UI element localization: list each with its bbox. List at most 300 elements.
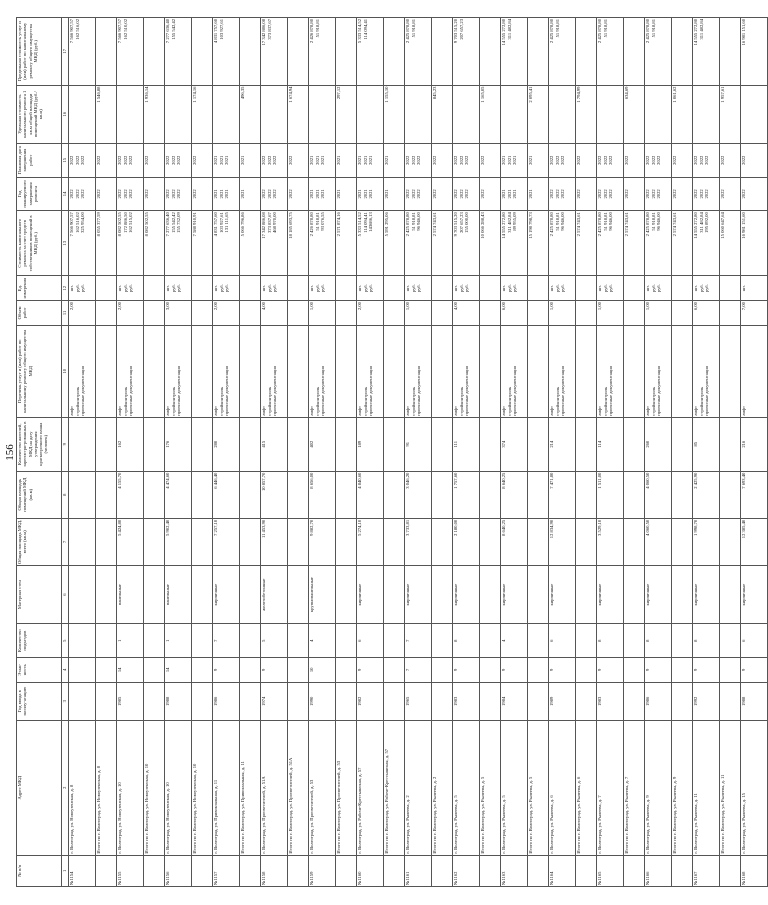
unit-cell — [240, 276, 261, 301]
date-planned-cell-line: 2021 — [362, 155, 368, 165]
premises-area-cell — [336, 471, 357, 518]
premises-area-cell: 6 446,40 — [213, 471, 240, 518]
floors-cell — [288, 658, 309, 683]
limit-cost-cell — [693, 18, 720, 86]
year-planned-cell-line: 2022 — [165, 189, 170, 199]
limit-cost-cell — [69, 18, 96, 86]
address-cell: г. Волгоград, ул. Рылеева, д. 5 — [501, 720, 528, 855]
total-row — [240, 18, 261, 887]
wall-material-cell — [336, 565, 357, 623]
unit-cell-line: руб. — [122, 284, 128, 293]
year-planned-cell — [549, 177, 576, 211]
wall-material-cell — [144, 565, 165, 623]
unit-cell-line: шт. — [597, 285, 602, 292]
residents-cell — [576, 417, 597, 471]
year-planned-cell — [384, 177, 405, 211]
column-header: Ед. измерения — [17, 276, 62, 301]
premises-area-cell — [528, 471, 549, 518]
works-cell-line: лифт — [309, 406, 314, 416]
column-number: 12 — [62, 276, 69, 301]
date-planned-cell-line: 2021 — [309, 155, 314, 165]
column-header: Количество жителей, зарегистри-рованных в МКД на дату утверждения краткосрочного плана (человек) — [17, 417, 62, 471]
limit-cost-cell — [741, 18, 768, 86]
limit-cost-cell-line: 311 482,84 — [506, 19, 512, 40]
cost-cell — [741, 211, 768, 276]
unit-cell-line: шт. — [357, 285, 362, 292]
works-cell-line: проектные документация — [560, 366, 565, 416]
works-cell-line: стройконтроль — [74, 386, 80, 416]
date-planned-cell-line: 2021 — [314, 155, 320, 165]
date-planned-cell-line: 2021 — [528, 155, 533, 165]
cost-cell-line: 2 571 874,16 — [336, 212, 341, 237]
date-planned-cell-line: 2022 — [458, 155, 464, 165]
cost-cell — [336, 211, 357, 276]
column-number: 13 — [62, 211, 69, 276]
cost-cell-line: 373 837,67 — [266, 212, 272, 233]
cost-cell-line: 16 981 151,60 — [741, 212, 746, 239]
year-cell — [432, 682, 453, 720]
works-cell-line: проектные документация — [80, 366, 85, 416]
year-planned-cell-line: 2022 — [602, 189, 608, 199]
works-cell-line: стройконтроль — [458, 386, 464, 416]
year-planned-cell-line: 2021 — [320, 189, 325, 199]
limit-cost-cell — [501, 18, 528, 86]
year-planned-cell-line: 2022 — [704, 189, 709, 199]
row-number: №1164 — [549, 855, 576, 886]
residents-cell: 374 — [501, 417, 528, 471]
year-planned-cell-line: 2022 — [720, 189, 725, 199]
column-header: Количество подъездов — [17, 624, 62, 658]
date-planned-cell-line: 2022 — [741, 155, 746, 165]
works-cell — [549, 325, 576, 417]
entrances-cell — [240, 624, 261, 658]
volume-cell: 2,00 — [117, 301, 144, 326]
date-planned-cell-line: 2022 — [549, 155, 554, 165]
limit-cost-cell — [672, 18, 693, 86]
address-cell: Итого по г. Волгоград, ул. Привокзальная, д. 11 — [240, 720, 261, 855]
volume-cell — [672, 301, 693, 326]
works-cell — [672, 325, 693, 417]
year-cell — [672, 682, 693, 720]
cost-cell-line: 5 591 295,06 — [384, 212, 389, 237]
specific-cost-cell — [405, 85, 432, 143]
limit-cost-cell-line: 114 094,41 — [362, 19, 368, 40]
cost-cell-line: 96 946,00 — [416, 212, 421, 231]
total-row — [432, 18, 453, 887]
works-cell-line: проектные документация — [656, 366, 661, 416]
cost-cell-line: 17 342 886,08 — [261, 212, 266, 239]
year-cell: 1984 — [501, 682, 528, 720]
wall-material-cell: кирпичные — [405, 565, 432, 623]
total-area-cell: 5 424,80 — [117, 518, 144, 565]
cost-cell-line: 96 946,00 — [608, 212, 613, 231]
column-header: Год ввода в эксплу-атацию — [17, 682, 62, 720]
works-cell-line: проектные документация — [128, 366, 133, 416]
date-planned-cell — [336, 143, 357, 177]
table-row — [597, 18, 624, 887]
volume-cell: 2,00 — [213, 301, 240, 326]
entrances-cell — [69, 624, 96, 658]
works-cell-line: лифт — [693, 406, 698, 416]
address-cell: Итого по г. Волгоград, ул. Рылеева, д. 5 — [480, 720, 501, 855]
limit-cost-cell — [432, 18, 453, 86]
specific-cost-cell: 1 174,16 — [192, 85, 213, 143]
year-cell: 1965 — [405, 682, 432, 720]
date-planned-cell — [144, 143, 165, 177]
date-planned-cell — [480, 143, 501, 177]
works-cell — [357, 325, 384, 417]
premises-area-cell — [576, 471, 597, 518]
residents-cell — [240, 417, 261, 471]
wall-material-cell — [624, 565, 645, 623]
year-cell — [192, 682, 213, 720]
cost-cell — [549, 211, 576, 276]
unit-cell-line: руб. — [272, 284, 277, 293]
unit-cell — [576, 276, 597, 301]
cost-cell-line: 162 515,02 — [128, 212, 133, 233]
wall-material-cell — [192, 565, 213, 623]
residents-cell: 85 — [693, 417, 720, 471]
works-cell-line: стройконтроль — [698, 386, 704, 416]
works-cell — [501, 325, 528, 417]
floors-cell — [384, 658, 405, 683]
total-area-cell: 3 529,10 — [597, 518, 624, 565]
limit-cost-cell-line: 51 918,81 — [554, 19, 560, 38]
date-planned-cell-line: 2022 — [645, 155, 650, 165]
limit-cost-cell-line: 7 566 907,57 — [69, 19, 74, 44]
limit-cost-cell-line: 103 927,61 — [218, 19, 224, 40]
residents-cell: 415 — [261, 417, 288, 471]
column-header: Плановая дата завершения работ — [17, 143, 62, 177]
row-number: №1165 — [597, 855, 624, 886]
repair-plan-table — [16, 17, 768, 887]
cost-cell-line: 2 426 878,80 — [309, 212, 314, 237]
year-planned-cell-line: 2022 — [458, 189, 464, 199]
wall-material-cell — [720, 565, 741, 623]
row-number: №1160 — [357, 855, 384, 886]
column-number-row — [62, 18, 69, 887]
date-planned-cell-line: 2022 — [165, 155, 170, 165]
floors-cell — [240, 658, 261, 683]
year-planned-cell — [576, 177, 597, 211]
cost-cell-line: 155 000,00 — [464, 212, 469, 233]
date-planned-cell-line: 2022 — [720, 155, 725, 165]
residents-cell — [672, 417, 693, 471]
entrances-cell — [624, 624, 645, 658]
cost-cell — [576, 211, 597, 276]
address-cell: Итого по г. Волгоград, ул. Рылеева, д. 6 — [576, 720, 597, 855]
year-planned-cell-line: 2022 — [656, 189, 661, 199]
works-cell-line: лифт — [501, 406, 506, 416]
column-header: Объем работ — [17, 301, 62, 326]
unit-cell-line: шт. — [165, 285, 170, 292]
year-planned-cell-line: 2021 — [213, 189, 218, 199]
entrances-cell: 5 — [261, 624, 288, 658]
works-cell-line: проектные документация — [272, 366, 277, 416]
column-header: Общая площадь помещений МКД (кв.м) — [17, 471, 62, 518]
year-planned-cell-line: 2022 — [170, 189, 176, 199]
total-area-cell: 12 834,90 — [549, 518, 576, 565]
entrances-cell: 6 — [357, 624, 384, 658]
floors-cell: 10 — [309, 658, 336, 683]
volume-cell — [528, 301, 549, 326]
cost-cell — [432, 211, 453, 276]
total-row — [336, 18, 357, 887]
total-area-cell — [624, 518, 645, 565]
residents-cell — [288, 417, 309, 471]
entrances-cell — [480, 624, 501, 658]
entrances-cell: 8 — [645, 624, 672, 658]
date-planned-cell — [192, 143, 213, 177]
year-planned-cell-line: 2022 — [597, 189, 602, 199]
date-planned-cell — [309, 143, 336, 177]
works-cell-line: стройконтроль — [170, 386, 176, 416]
floors-cell — [336, 658, 357, 683]
limit-cost-cell — [405, 18, 432, 86]
date-planned-cell-line: 2022 — [410, 155, 416, 165]
date-planned-cell — [384, 143, 405, 177]
total-row — [624, 18, 645, 887]
address-cell: Итого по г. Волгоград, ул. Рылеева, д. 5 — [528, 720, 549, 855]
residents-cell — [384, 417, 405, 471]
unit-cell — [549, 276, 576, 301]
total-area-cell — [576, 518, 597, 565]
cost-cell — [624, 211, 645, 276]
cost-cell-line: 311 482,84 — [698, 212, 704, 233]
column-number: 9 — [62, 417, 69, 471]
premises-area-cell — [384, 471, 405, 518]
cost-cell-line: 155 542,42 — [170, 212, 176, 233]
works-cell-line: проектные документация — [704, 366, 709, 416]
floors-cell: 14 — [165, 658, 192, 683]
date-planned-cell-line: 2022 — [80, 155, 85, 165]
year-cell: 1983 — [453, 682, 480, 720]
date-planned-cell-line: 2022 — [672, 155, 677, 165]
date-planned-cell-line: 2022 — [464, 155, 469, 165]
year-cell — [96, 682, 117, 720]
unit-cell-line: руб. — [368, 284, 373, 293]
unit-cell-line: руб. — [608, 284, 613, 293]
specific-cost-cell — [645, 85, 672, 143]
premises-area-cell — [69, 471, 96, 518]
residents-cell — [96, 417, 117, 471]
column-number: 15 — [62, 143, 69, 177]
limit-cost-cell — [336, 18, 357, 86]
works-cell-line: лифт — [261, 406, 266, 416]
table-row — [213, 18, 240, 887]
total-area-cell: 5 902,40 — [165, 518, 192, 565]
year-planned-cell-line: 2021 — [362, 189, 368, 199]
cost-cell-line: 162 516,02 — [74, 212, 80, 233]
year-planned-cell-line: 2021 — [501, 189, 506, 199]
specific-cost-cell — [597, 85, 624, 143]
volume-cell — [288, 301, 309, 326]
column-number: 3 — [62, 682, 69, 720]
year-planned-cell — [528, 177, 549, 211]
total-row — [144, 18, 165, 887]
total-area-cell — [240, 518, 261, 565]
year-planned-cell-line: 2022 — [741, 189, 746, 199]
wall-material-cell: кирпичные — [549, 565, 576, 623]
total-area-cell — [336, 518, 357, 565]
works-cell — [240, 325, 261, 417]
total-row — [672, 18, 693, 887]
works-cell — [432, 325, 453, 417]
total-area-cell — [192, 518, 213, 565]
address-cell: г. Волгоград, ул. Просветителей, д. 53 — [309, 720, 336, 855]
premises-area-cell — [624, 471, 645, 518]
column-number: 11 — [62, 301, 69, 326]
date-planned-cell-line: 2021 — [320, 155, 325, 165]
volume-cell: 1,00 — [309, 301, 336, 326]
works-cell — [624, 325, 645, 417]
premises-area-cell: 7 471,80 — [549, 471, 576, 518]
works-cell — [288, 325, 309, 417]
date-planned-cell-line: 2021 — [213, 155, 218, 165]
row-number — [720, 855, 741, 886]
date-planned-cell-line: 2022 — [74, 155, 80, 165]
unit-cell — [405, 276, 432, 301]
limit-cost-cell — [117, 18, 144, 86]
unit-cell — [165, 276, 192, 301]
entrances-cell: 8 — [693, 624, 720, 658]
specific-cost-cell: 1 794,99 — [576, 85, 597, 143]
cost-cell-line: 9 703 515,20 — [453, 212, 458, 237]
unit-cell — [69, 276, 96, 301]
premises-area-cell: 4 474,60 — [165, 471, 192, 518]
cost-cell — [720, 211, 741, 276]
total-area-cell: 4 060,50 — [645, 518, 672, 565]
unit-cell — [309, 276, 336, 301]
unit-cell-line: шт. — [645, 285, 650, 292]
wall-material-cell: кирпичные — [357, 565, 384, 623]
year-planned-cell — [645, 177, 672, 211]
cost-cell-line: 8 082 502,55 — [144, 212, 149, 237]
volume-cell: 1,00 — [405, 301, 432, 326]
cost-cell-line: 15 060 647,64 — [720, 212, 725, 239]
year-planned-cell-line: 2021 — [224, 189, 229, 199]
year-cell — [240, 682, 261, 720]
date-planned-cell-line: 2021 — [501, 155, 506, 165]
cost-cell-line: 2 425 878,80 — [645, 212, 650, 237]
cost-cell — [213, 211, 240, 276]
total-area-cell — [432, 518, 453, 565]
row-number — [528, 855, 549, 886]
residents-cell — [624, 417, 645, 471]
year-planned-cell-line: 2022 — [410, 189, 416, 199]
specific-cost-cell: 496,35 — [240, 85, 261, 143]
address-cell: Итого по г. Волгоград, ул. Просветителей, д. 53 — [336, 720, 357, 855]
cost-cell-line: 4 831 757,60 — [213, 212, 218, 237]
cost-cell — [240, 211, 261, 276]
floors-cell — [96, 658, 117, 683]
year-planned-cell-line: 2022 — [288, 189, 293, 199]
limit-cost-cell — [480, 18, 501, 86]
address-cell: г. Волгоград, ул. Новоузенская, д. 10 — [165, 720, 192, 855]
cost-cell — [144, 211, 165, 276]
floors-cell — [720, 658, 741, 683]
date-planned-cell-line: 2022 — [453, 155, 458, 165]
date-planned-cell — [741, 143, 768, 177]
wall-material-cell — [96, 565, 117, 623]
works-cell-line: стройконтроль — [602, 386, 608, 416]
date-planned-cell — [624, 143, 645, 177]
row-number — [336, 855, 357, 886]
address-cell: г. Волгоград, ул. Рылеева, д. 5 — [453, 720, 480, 855]
entrances-cell — [336, 624, 357, 658]
floors-cell — [672, 658, 693, 683]
table-body — [69, 18, 768, 887]
date-planned-cell-line: 2022 — [288, 155, 293, 165]
entrances-cell — [672, 624, 693, 658]
residents-cell: 91 — [405, 417, 432, 471]
row-number — [480, 855, 501, 886]
year-planned-cell-line: 2022 — [576, 189, 581, 199]
works-cell-line: стройконтроль — [410, 386, 416, 416]
date-planned-cell — [672, 143, 693, 177]
cost-cell-line: 51 918,81 — [554, 212, 560, 231]
date-planned-cell-line: 2022 — [416, 155, 421, 165]
limit-cost-cell — [288, 18, 309, 86]
entrances-cell — [576, 624, 597, 658]
year-planned-cell — [597, 177, 624, 211]
address-cell: г. Волгоград, ул. Рылеева, д. 15 — [741, 720, 768, 855]
specific-cost-cell: 634,69 — [624, 85, 645, 143]
cost-cell-line: 18 185 693,75 — [288, 212, 293, 239]
total-area-cell: 3 733,81 — [405, 518, 432, 565]
works-cell-line: лифт — [117, 406, 122, 416]
row-number — [240, 855, 261, 886]
total-area-cell: 11 453,90 — [261, 518, 288, 565]
year-planned-cell-line: 2021 — [314, 189, 320, 199]
limit-cost-cell-line: 207 657,23 — [458, 19, 464, 40]
total-row — [480, 18, 501, 887]
year-planned-cell-line: 2022 — [480, 189, 485, 199]
date-planned-cell-line: 2021 — [512, 155, 517, 165]
date-planned-cell-line: 2022 — [122, 155, 128, 165]
column-header: Этаж-ность — [17, 658, 62, 683]
limit-cost-cell — [597, 18, 624, 86]
volume-cell — [384, 301, 405, 326]
year-planned-cell-line: 2022 — [464, 189, 469, 199]
year-planned-cell-line: 2021 — [368, 189, 373, 199]
cost-cell-line: 2 425 878,80 — [549, 212, 554, 237]
year-planned-cell-line: 2022 — [698, 189, 704, 199]
unit-cell — [96, 276, 117, 301]
wall-material-cell — [240, 565, 261, 623]
floors-cell: 7 — [405, 658, 432, 683]
column-number: 17 — [62, 18, 69, 86]
unit-cell-line: руб. — [512, 284, 517, 293]
row-number — [384, 855, 405, 886]
address-cell: Итого по г. Волгоград, ул. Рылеева, д. 2 — [432, 720, 453, 855]
unit-cell-line: руб. — [506, 284, 512, 293]
cost-cell-line: 51 918,81 — [410, 212, 416, 231]
column-header: Год планируемого завершения ремонта — [17, 177, 62, 211]
premises-area-cell — [144, 471, 165, 518]
wall-material-cell: кирпичные — [213, 565, 240, 623]
year-planned-cell-line: 2022 — [266, 189, 272, 199]
year-planned-cell-line: 2022 — [176, 189, 181, 199]
address-cell: Итого по г. Волгоград, ул. Новоузенская, д. 8 — [96, 720, 117, 855]
year-cell: 1985 — [117, 682, 144, 720]
limit-cost-cell-line: 51 918,81 — [650, 19, 656, 38]
total-area-cell — [672, 518, 693, 565]
specific-cost-cell: 1 957,61 — [720, 85, 741, 143]
premises-area-cell: 10 857,70 — [261, 471, 288, 518]
address-cell: Итого по г. Волгоград, ул. Рылеева, д. 9 — [672, 720, 693, 855]
cost-cell-line: 2 574 743,61 — [672, 212, 677, 237]
